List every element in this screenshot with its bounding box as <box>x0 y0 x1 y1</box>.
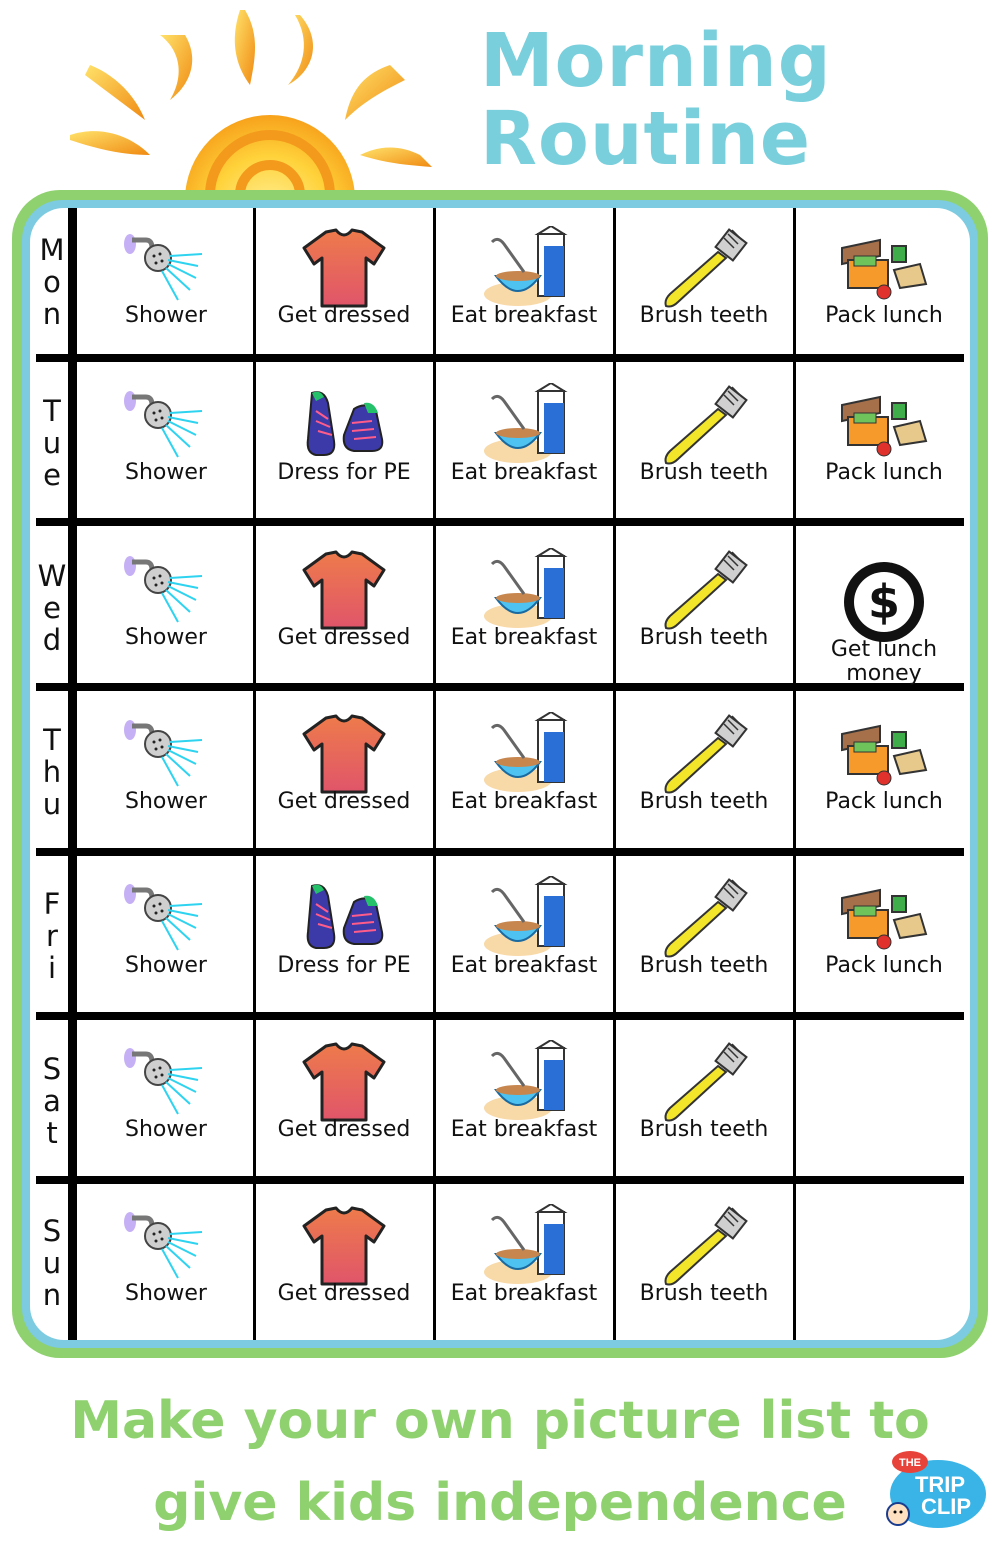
task-cell <box>616 1194 792 1344</box>
task-label: Get dressed <box>277 1117 411 1142</box>
lunchbox-icon <box>834 383 934 467</box>
task-label: Brush teeth <box>639 303 769 328</box>
day-label <box>36 858 68 1014</box>
toothbrush-icon <box>654 383 754 467</box>
shirt-icon <box>294 712 394 796</box>
day-letter: r <box>46 919 58 953</box>
task-label: Eat breakfast <box>450 789 598 814</box>
task-cell <box>796 538 972 688</box>
task-cell <box>796 866 972 1016</box>
shower-icon <box>116 1040 216 1124</box>
lunchbox-icon <box>834 712 934 796</box>
breakfast-icon <box>474 1204 574 1288</box>
task-label: Shower <box>125 953 207 978</box>
task-cell <box>256 1194 432 1344</box>
task-cell <box>436 1194 612 1344</box>
task-cell <box>256 1030 432 1180</box>
task-label: Shower <box>125 1117 207 1142</box>
task-label: Get lunch money <box>830 637 938 686</box>
day-letter: i <box>47 951 57 985</box>
day-letter: M <box>39 233 65 267</box>
task-label: Eat breakfast <box>450 303 598 328</box>
task-cell <box>78 702 254 852</box>
logo-the-text: THE <box>899 1457 921 1469</box>
task-cell <box>616 538 792 688</box>
task-cell <box>78 216 254 366</box>
task-cell <box>78 866 254 1016</box>
task-label: Eat breakfast <box>450 625 598 650</box>
sneakers-icon <box>294 876 394 960</box>
task-cell <box>256 538 432 688</box>
toothbrush-icon <box>654 876 754 960</box>
day-column-divider <box>68 208 77 1340</box>
task-cell <box>78 373 254 523</box>
task-label: Brush teeth <box>639 953 769 978</box>
day-label <box>36 694 68 850</box>
breakfast-icon <box>474 712 574 796</box>
task-label: Eat breakfast <box>450 953 598 978</box>
task-cell <box>256 866 432 1016</box>
toothbrush-icon <box>654 712 754 796</box>
task-label: Eat breakfast <box>450 1117 598 1142</box>
lunchbox-icon <box>834 876 934 960</box>
task-label: Brush teeth <box>639 625 769 650</box>
sneakers-icon <box>294 383 394 467</box>
task-cell <box>256 702 432 852</box>
task-label: Eat breakfast <box>450 1281 598 1306</box>
task-cell <box>616 216 792 366</box>
day-letter: u <box>42 1246 62 1280</box>
task-cell <box>616 866 792 1016</box>
task-cell <box>436 1030 612 1180</box>
task-cell <box>436 216 612 366</box>
task-label: Brush teeth <box>639 1281 769 1306</box>
task-cell <box>796 702 972 852</box>
task-label: Shower <box>125 625 207 650</box>
task-cell <box>436 866 612 1016</box>
task-cell <box>78 1194 254 1344</box>
toothbrush-icon <box>654 1040 754 1124</box>
shower-icon <box>116 712 216 796</box>
task-label: Shower <box>125 460 207 485</box>
day-letter: d <box>42 623 62 657</box>
task-cell <box>436 702 612 852</box>
toothbrush-icon <box>654 548 754 632</box>
shirt-icon <box>294 548 394 632</box>
logo-clip-text: CLIP <box>920 1494 972 1519</box>
day-letter: e <box>43 457 61 492</box>
task-label: Shower <box>125 303 207 328</box>
task-cell <box>796 216 972 366</box>
shower-icon <box>116 548 216 632</box>
shower-icon <box>116 383 216 467</box>
svg-text:$: $ <box>867 575 901 629</box>
title-line-1: Morning <box>480 18 832 104</box>
title-line-2: Routine <box>480 96 812 182</box>
page-title <box>480 18 980 182</box>
day-letter: W <box>37 559 67 593</box>
day-letter: t <box>46 1116 58 1150</box>
task-label: Get dressed <box>277 1281 411 1306</box>
task-label: Pack lunch <box>825 460 943 485</box>
day-label <box>36 365 68 520</box>
shirt-icon <box>294 1204 394 1288</box>
task-cell <box>796 373 972 523</box>
task-label: Brush teeth <box>639 460 769 485</box>
task-cell <box>436 373 612 523</box>
task-label: Brush teeth <box>639 1117 769 1142</box>
shirt-icon <box>294 226 394 310</box>
task-label: Pack lunch <box>825 789 943 814</box>
day-letter: a <box>43 1084 61 1118</box>
sun-icon <box>60 5 460 190</box>
day-letter: F <box>43 887 61 921</box>
day-letter: h <box>42 755 62 789</box>
day-letter: o <box>43 265 61 299</box>
shower-icon <box>116 876 216 960</box>
task-cell <box>256 373 432 523</box>
logo-trip-text: TRIP <box>914 1472 966 1497</box>
breakfast-icon <box>474 226 574 310</box>
day-letter: T <box>43 393 61 428</box>
task-cell <box>616 702 792 852</box>
day-label <box>36 1186 68 1340</box>
day-letter: S <box>42 1052 62 1086</box>
shower-icon <box>116 226 216 310</box>
shower-icon <box>116 1204 216 1288</box>
day-letter: n <box>42 1278 62 1312</box>
task-label: Dress for PE <box>277 953 411 978</box>
footer-line-1: Make your own picture list to <box>70 1391 930 1451</box>
breakfast-icon <box>474 1040 574 1124</box>
day-label <box>36 1022 68 1180</box>
task-label: Shower <box>125 1281 207 1306</box>
trip-clip-logo <box>880 1448 990 1534</box>
task-cell <box>256 216 432 366</box>
lunchbox-icon <box>834 226 934 310</box>
day-label <box>36 208 68 356</box>
footer-line-2: give kids independence <box>153 1473 847 1533</box>
day-label <box>36 530 68 686</box>
task-cell <box>78 538 254 688</box>
day-letter: S <box>42 1214 62 1248</box>
day-letter: e <box>43 591 61 625</box>
task-label: Brush teeth <box>639 789 769 814</box>
breakfast-icon <box>474 383 574 467</box>
task-label: Get dressed <box>277 303 411 328</box>
task-label: Get dressed <box>277 789 411 814</box>
task-label: Dress for PE <box>277 460 411 485</box>
task-cell <box>616 1030 792 1180</box>
day-letter: u <box>42 425 62 460</box>
task-label: Pack lunch <box>825 303 943 328</box>
task-label: Pack lunch <box>825 953 943 978</box>
task-label: Eat breakfast <box>450 460 598 485</box>
dollar-icon <box>834 560 934 644</box>
task-cell <box>78 1030 254 1180</box>
toothbrush-icon <box>654 226 754 310</box>
shirt-icon <box>294 1040 394 1124</box>
task-label: Get dressed <box>277 625 411 650</box>
task-cell <box>616 373 792 523</box>
toothbrush-icon <box>654 1204 754 1288</box>
day-letter: n <box>42 297 62 331</box>
task-cell <box>436 538 612 688</box>
task-label: Shower <box>125 789 207 814</box>
breakfast-icon <box>474 876 574 960</box>
breakfast-icon <box>474 548 574 632</box>
day-letter: u <box>42 787 62 821</box>
footer-tagline <box>0 1380 1000 1544</box>
day-letter: T <box>43 723 61 757</box>
